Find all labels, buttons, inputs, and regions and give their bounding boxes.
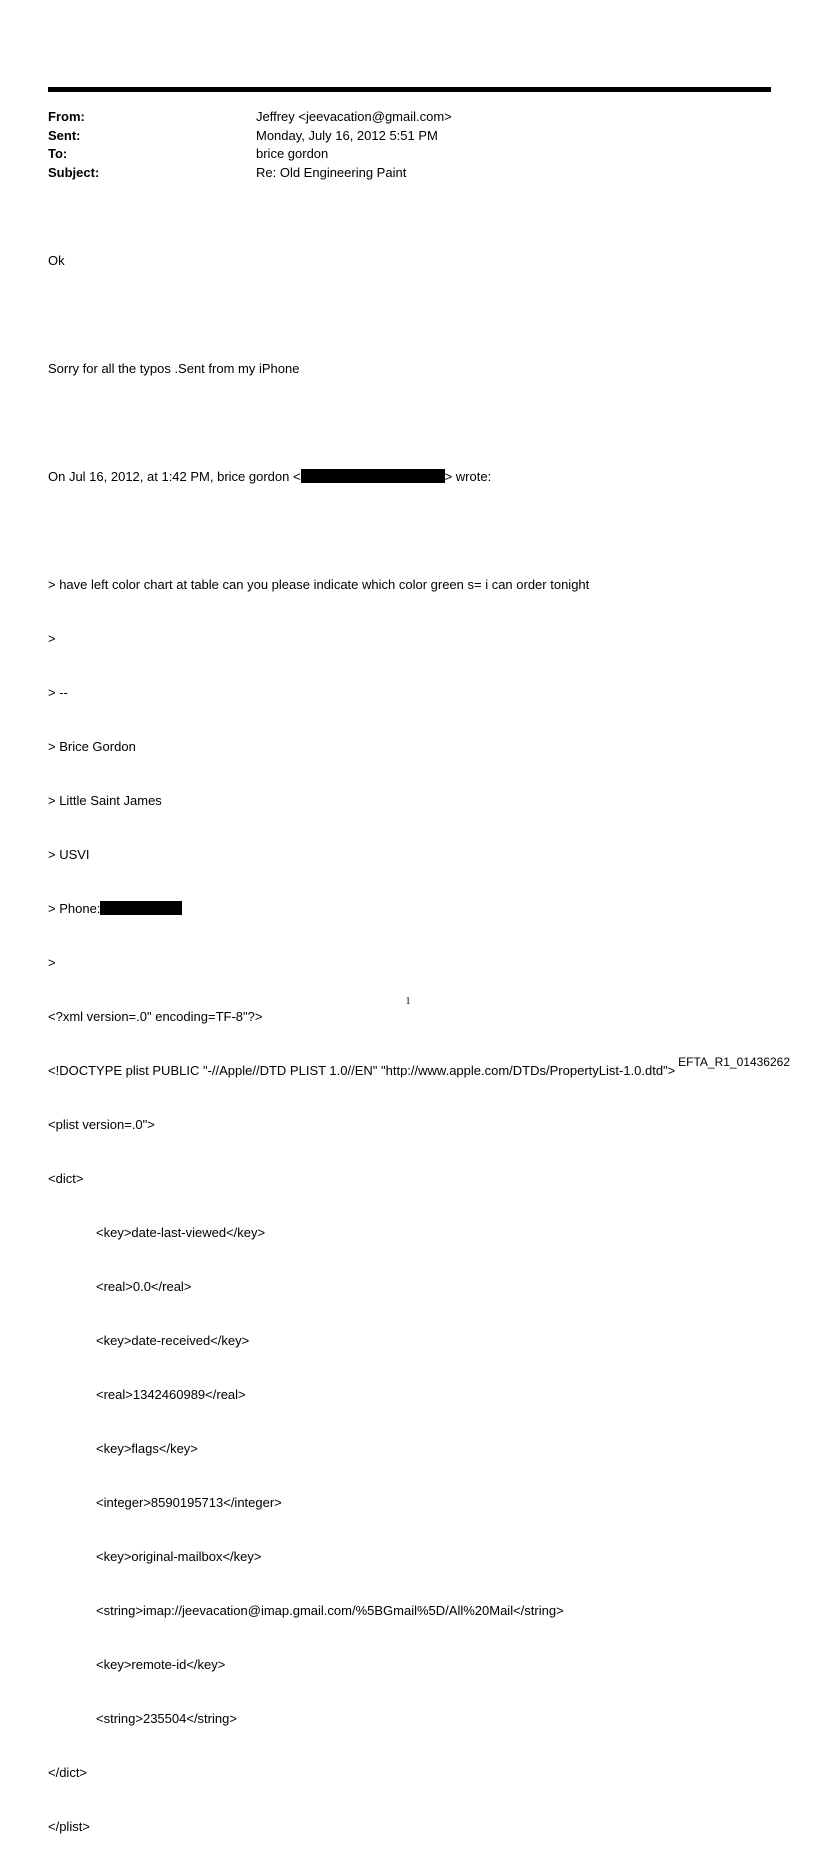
header-rule [48, 87, 771, 92]
dict-line: <key>original-mailbox</key> [96, 1549, 262, 1564]
from-label: From: [48, 109, 85, 124]
dict-line: <key>date-received</key> [96, 1333, 250, 1348]
from-value: Jeffrey <jeevacation@gmail.com> [256, 109, 452, 124]
sent-row [48, 127, 748, 146]
quote-line: > USVI [48, 847, 90, 862]
dict-line: <key>date-last-viewed</key> [96, 1225, 266, 1240]
phone-line [48, 900, 788, 918]
subject-value: Re: Old Engineering Paint [256, 164, 407, 180]
email-body [48, 216, 788, 1854]
subject-row [48, 164, 748, 183]
sent-label: Sent: [48, 127, 81, 143]
dict-line: <real>0.0</real> [96, 1279, 192, 1294]
phone-prefix: > Phone: [48, 901, 101, 916]
quote-line: > have left color chart at table can you please indicate which color green s= i can order tonight [48, 577, 590, 592]
to-value: brice gordon [256, 146, 329, 161]
dict-line: <real>1342460989</real> [96, 1387, 246, 1402]
dict-line: <integer>8590195713</integer> [96, 1495, 282, 1510]
redaction-bar [301, 469, 445, 483]
xml-line: <!DOCTYPE plist PUBLIC "-//Apple//DTD PLIST 1.0//EN" "http://www.apple.com/DTDs/PropertyList-1.0.dtd"> [48, 1063, 676, 1078]
on-wrote-suffix: > wrote: [444, 469, 492, 484]
quote-line: > [48, 955, 56, 970]
page-number: 1 [405, 996, 411, 1007]
xml-line: <?xml version=.0" encoding=TF-8"?> [48, 1009, 263, 1024]
quote-line: > Brice Gordon [48, 739, 136, 754]
dict-line: <string>235504</string> [96, 1711, 237, 1726]
quote-line: > [48, 631, 56, 646]
on-wrote-line [48, 468, 788, 486]
subject-label: Subject: [48, 164, 100, 180]
email-header [48, 108, 748, 182]
xml-line: <plist version=.0"> [48, 1117, 155, 1132]
quote-line: > -- [48, 685, 68, 700]
on-wrote-prefix: On Jul 16, 2012, at 1:42 PM, brice gordon < [48, 469, 301, 484]
quote-line: > Little Saint James [48, 793, 162, 808]
xml-close-line: </dict> [48, 1765, 88, 1780]
dict-line: <key>flags</key> [96, 1441, 198, 1456]
redaction-bar [100, 901, 182, 915]
bates-number: EFTA_R1_01436262 [678, 1055, 790, 1069]
body-line-sorry: Sorry for all the typos .Sent from my iPhone [48, 361, 300, 376]
to-row [48, 145, 748, 164]
to-label: To: [48, 146, 68, 161]
sent-value: Monday, July 16, 2012 5:51 PM [256, 127, 438, 143]
from-row [48, 108, 748, 127]
dict-line: <key>remote-id</key> [96, 1657, 226, 1672]
body-line-ok: Ok [48, 253, 65, 268]
xml-line: <dict> [48, 1171, 84, 1186]
dict-line: <string>imap://jeevacation@imap.gmail.com/%5BGmail%5D/All%20Mail</string> [96, 1603, 564, 1618]
xml-close-line: </plist> [48, 1819, 90, 1834]
